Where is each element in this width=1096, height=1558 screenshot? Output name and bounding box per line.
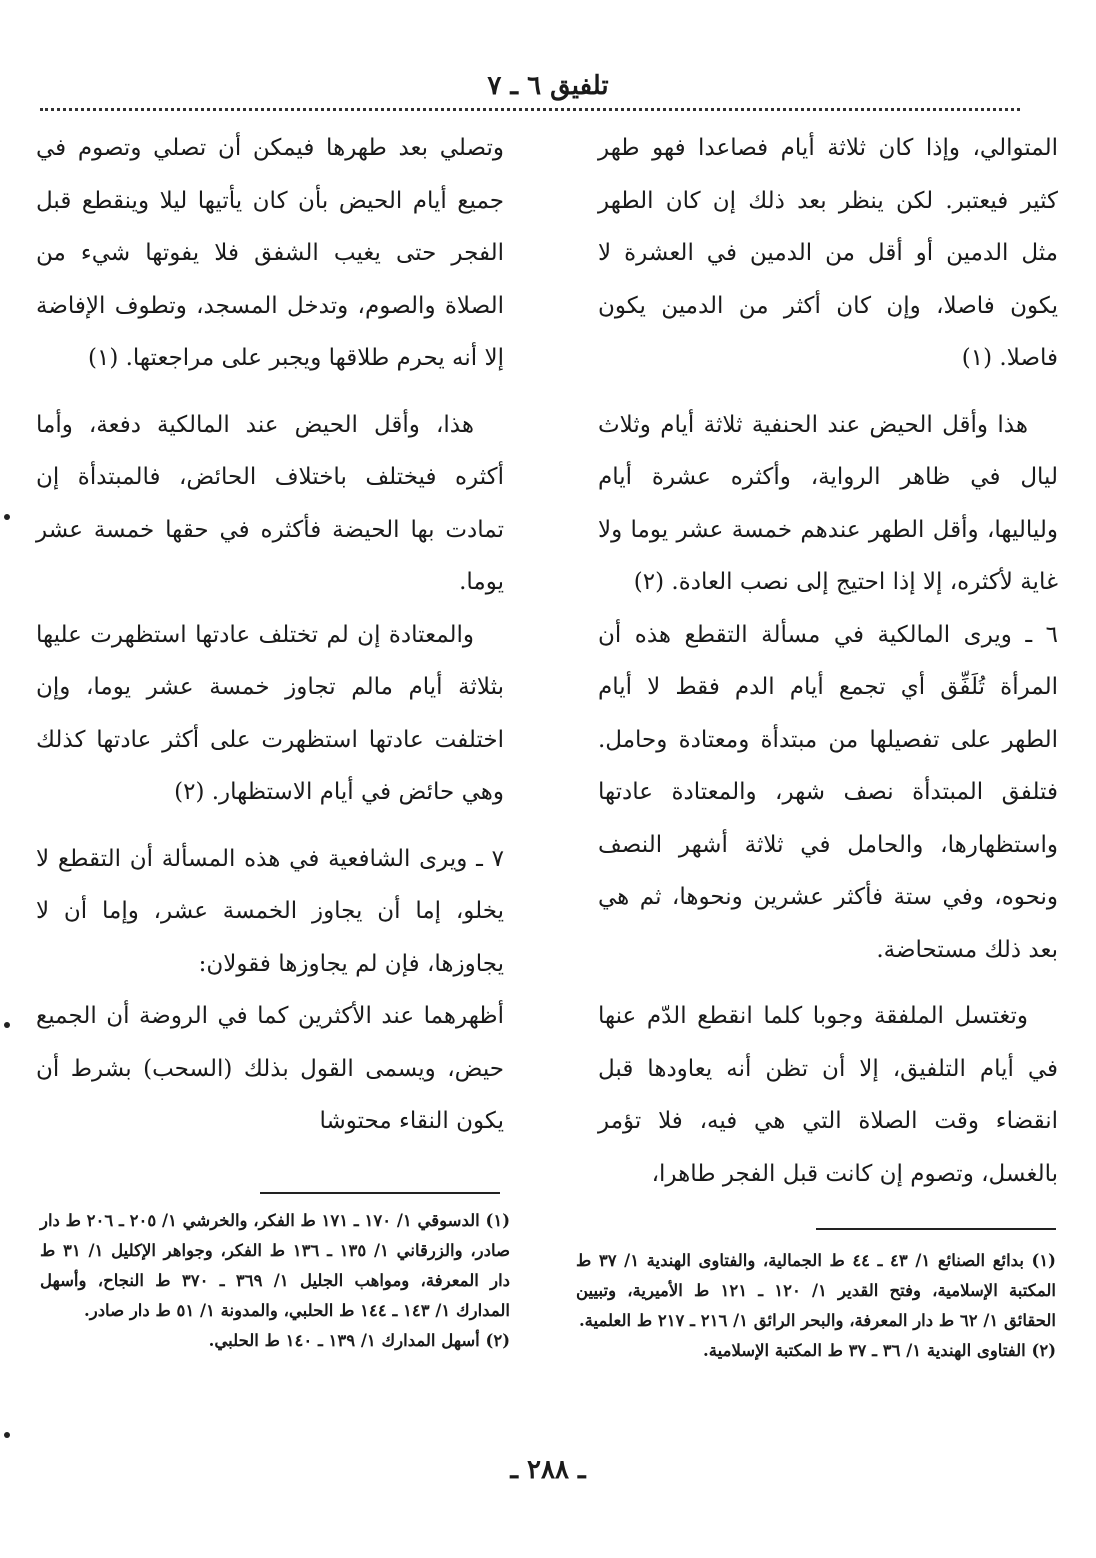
footnote: (٢) أسهل المدارك ١/ ١٣٩ ـ ١٤٠ ط الحلبي. (208, 1331, 510, 1350)
footnotes-left (40, 1206, 510, 1356)
paragraph: ٧ ـ ويرى الشافعية في هذه المسألة أن التقطع لا يخلو، إما أن يجاوز الخمسة عشر، وإما أن لا يجاوزها، فإن لم يجاوزها فقولان: (36, 845, 504, 977)
scan-mark (4, 1022, 10, 1028)
paragraph: هذا وأقل الحيض عند الحنفية ثلاثة أيام وثلاث ليال في ظاهر الرواية، وأكثره عشرة أيام ولياليها، وأقل الطهر عندهم خمسة عشر يوما ولا غاية لأكثره، إلا إذا احتيج إلى نصب العادة. (٢) (598, 411, 1058, 595)
scan-mark (4, 1432, 10, 1438)
paragraph: أظهرهما عند الأكثرين كما في الروضة أن الجميع حيض، ويسمى القول بذلك (السحب) بشرط أن يكون النقاء محتوشا (36, 1003, 504, 1134)
running-header: تلفيق ٦ ـ ٧ (487, 71, 609, 101)
footnote-separator (260, 1192, 500, 1194)
left-column (36, 122, 504, 1148)
right-column (598, 122, 1058, 1200)
paragraph: وتصلي بعد طهرها فيمكن أن تصلي وتصوم في جميع أيام الحيض بأن كان يأتيها ليلا وينقطع قبل الفجر حتى يغيب الشفق فلا يفوتها شيء من الصلاة والصوم، وتدخل المسجد، وتطوف الإفاضة إلا أنه يحرم طلاقها ويجبر على مراجعتها. (١) (36, 135, 504, 371)
footnote-separator (816, 1228, 1056, 1230)
header-dotted-rule (40, 108, 1020, 111)
paragraph: هذا، وأقل الحيض عند المالكية دفعة، وأما أكثره فيختلف باختلاف الحائض، فالمبتدأة إن تمادت بها الحيضة فأكثره في حقها خمسة عشر يوما. (36, 411, 504, 595)
footnote: (٢) الفتاوى الهندية ١/ ٣٦ ـ ٣٧ ط المكتبة الإسلامية. (703, 1341, 1056, 1360)
paragraph: ٦ ـ ويرى المالكية في مسألة التقطع هذه أن المرأة تُلَفِّق أي تجمع أيام الدم فقط لا أيام الطهر على تفصيلها من مبتدأة ومعتادة وحامل. فتلفق المبتدأة نصف شهر، والمعتادة عادتها واستظهارها، والحامل في ثلاثة أشهر النصف ونحوه، وفي ستة فأكثر عشرين ونحوها، ثم هي بعد ذلك مستحاضة. (598, 621, 1058, 963)
paragraph: والمعتادة إن لم تختلف عادتها استظهرت عليها بثلاثة أيام مالم تجاوز خمسة عشر يوما، وإن اختلفت عادتها استظهرت على أكثر عادتها كذلك وهي حائض في أيام الاستظهار. (٢) (36, 621, 504, 805)
footnote: (١) الدسوقي ١/ ١٧٠ ـ ١٧١ ط الفكر، والخرشي ١/ ٢٠٥ ـ ٢٠٦ ط دار صادر، والزرقاني ١/ ١٣٥ ـ ١٣٦ ط الفكر، وجواهر الإكليل ١/ ٣١ ط دار المعرفة، ومواهب الجليل ١/ ٣٦٩ ـ ٣٧٠ ط النجاح، وأسهل المدارك ١/ ١٤٣ ـ ١٤٤ ط الحلبي، والمدونة ١/ ٥١ ط دار صادر. (40, 1211, 511, 1320)
footnote: (١) بدائع الصنائع ١/ ٤٣ ـ ٤٤ ط الجمالية، والفتاوى الهندية ١/ ٣٧ ط المكتبة الإسلامية، وفتح القدير ١/ ١٢٠ ـ ١٢١ ط الأميرية، وتبيين الحقائق ١/ ٦٢ ط دار المعرفة، والبحر الرائق ١/ ٢١٦ ـ ٢١٧ ط العلمية. (576, 1251, 1057, 1330)
paragraph: المتوالي، وإذا كان ثلاثة أيام فصاعدا فهو طهر كثير فيعتبر. لكن ينظر بعد ذلك إن كان الطهر مثل الدمين أو أقل من الدمين في العشرة لا يكون فاصلا، وإن كان أكثر من الدمين يكون فاصلا. (١) (598, 135, 1058, 371)
footnotes-right (576, 1246, 1056, 1366)
page-number: ـ ٢٨٨ ـ (510, 1455, 586, 1485)
paragraph: وتغتسل الملفقة وجوبا كلما انقطع الدّم عنها في أيام التلفيق، إلا أن تظن أنه يعاودها قبل انقضاء وقت الصلاة التي هي فيه، فلا تؤمر بالغسل، وتصوم إن كانت قبل الفجر طاهرا، (598, 1003, 1058, 1187)
scan-mark (4, 514, 10, 520)
